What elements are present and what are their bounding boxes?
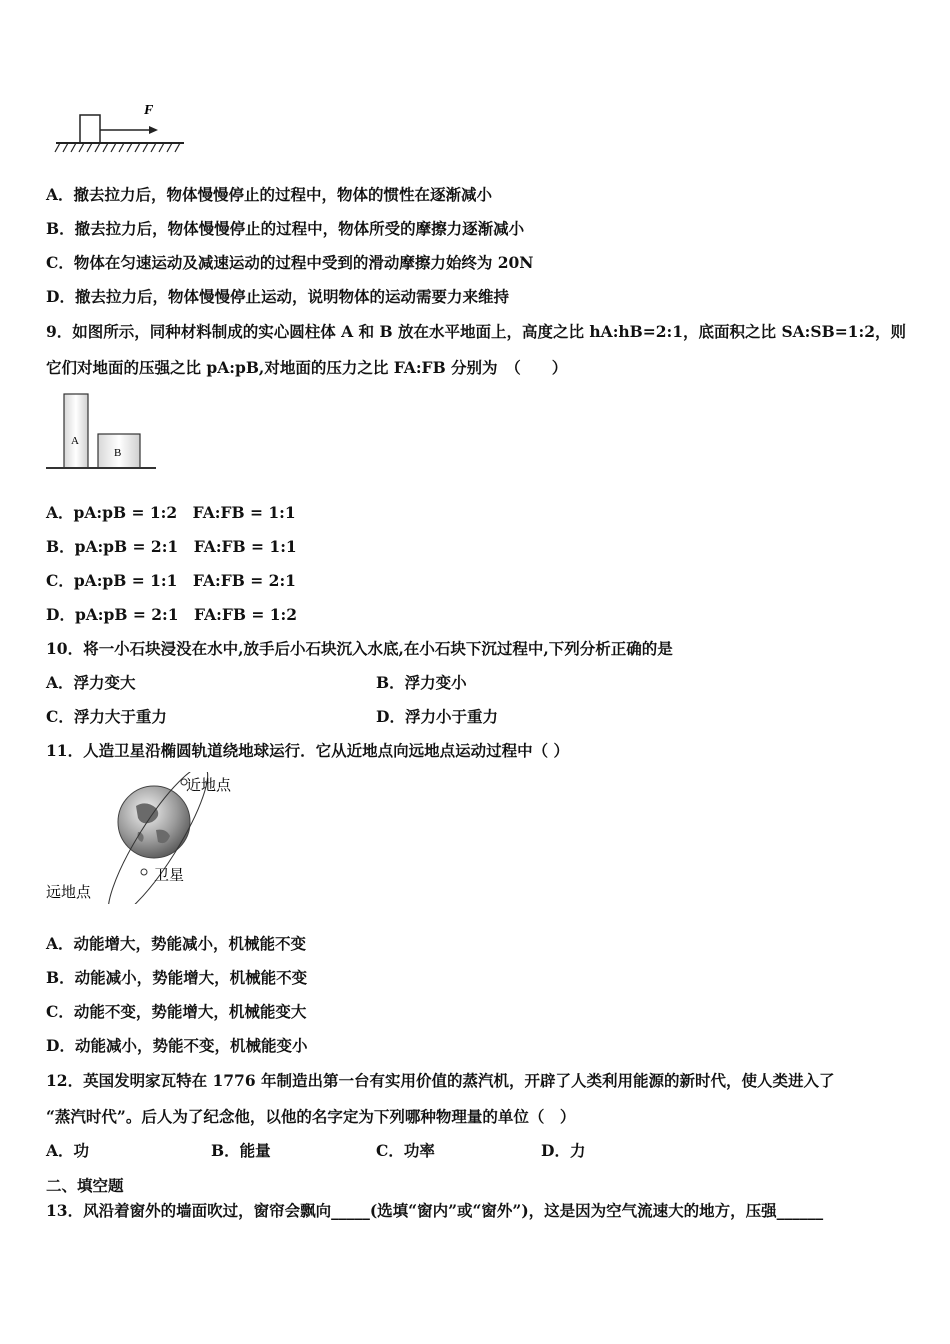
q12-option-d: D．力 (541, 1141, 586, 1160)
q8-option-c: C．物体在匀速运动及减速运动的过程中受到的滑动摩擦力始终为 20N (46, 253, 534, 272)
q10-option-d: D．浮力小于重力 (376, 707, 498, 726)
q12-stem-line2: “蒸汽时代”。后人为了纪念他，以他的名字定为下列哪种物理量的单位（ ） (46, 1107, 576, 1126)
q12-option-c: C．功率 (376, 1141, 435, 1160)
q8-option-a: A．撤去拉力后，物体慢慢停止的过程中，物体的惯性在逐渐减小 (46, 185, 493, 204)
q11-stem: 11．人造卫星沿椭圆轨道绕地球运行．它从近地点向远地点运动过程中（ ） (46, 741, 569, 760)
force-label: F (144, 103, 154, 118)
near-point-label: 近地点 (186, 776, 232, 794)
block-force-figure (50, 100, 190, 160)
q10-option-b: B．浮力变小 (376, 673, 467, 692)
q12-option-a: A．功 (46, 1141, 90, 1160)
q12-stem-line1: 12．英国发明家瓦特在 1776 年制造出第一台有实用价值的蒸汽机，开辟了人类利用能源的新时代，使人类进入了 (46, 1071, 835, 1090)
q11-option-c: C．动能不变，势能增大，机械能变大 (46, 1002, 307, 1021)
q9-option-c: C．pA:pB = 1:1 FA:FB = 2:1 (46, 571, 296, 590)
section-heading: 二、填空题 (46, 1176, 124, 1195)
far-point-label: 远地点 (46, 883, 92, 901)
satellite-label: 卫星 (154, 866, 185, 884)
q10-option-a: A．浮力变大 (46, 673, 136, 692)
cylinder-a-label: A (71, 435, 79, 447)
q11-option-d: D．动能减小，势能不变，机械能变小 (46, 1036, 308, 1055)
q9-option-a: A．pA:pB = 1:2 FA:FB = 1:1 (46, 503, 296, 522)
q10-stem: 10．将一小石块浸没在水中,放手后小石块沉入水底,在小石块下沉过程中,下列分析正确的是 (46, 639, 673, 658)
q10-option-c: C．浮力大于重力 (46, 707, 167, 726)
q13-stem-line1: 13．风沿着窗外的墙面吹过，窗帘会飘向_____(选填“窗内”或“窗外”)，这是因为空气流速大的地方，压强______ (46, 1201, 824, 1220)
cylinders-figure (44, 390, 160, 474)
satellite-orbit-figure (44, 772, 244, 904)
cylinder-b-label: B (114, 447, 122, 459)
q11-option-b: B．动能减小，势能增大，机械能不变 (46, 968, 308, 987)
q9-stem-line2: 它们对地面的压强之比 pA:pB,对地面的压力之比 FA:FB 分别为 （ ） (46, 358, 568, 377)
q9-option-b: B．pA:pB = 2:1 FA:FB = 1:1 (46, 537, 297, 556)
q12-option-b: B．能量 (211, 1141, 271, 1160)
q8-option-b: B．撤去拉力后，物体慢慢停止的过程中，物体所受的摩擦力逐渐减小 (46, 219, 525, 238)
q8-option-d: D．撤去拉力后，物体慢慢停止运动，说明物体的运动需要力来维持 (46, 287, 509, 306)
q11-option-a: A．动能增大，势能减小，机械能不变 (46, 934, 307, 953)
q9-stem-line1: 9．如图所示，同种材料制成的实心圆柱体 A 和 B 放在水平地面上，高度之比 hA:hB=2:1，底面积之比 SA:SB=1:2，则 (46, 322, 906, 341)
q9-option-d: D．pA:pB = 2:1 FA:FB = 1:2 (46, 605, 298, 624)
